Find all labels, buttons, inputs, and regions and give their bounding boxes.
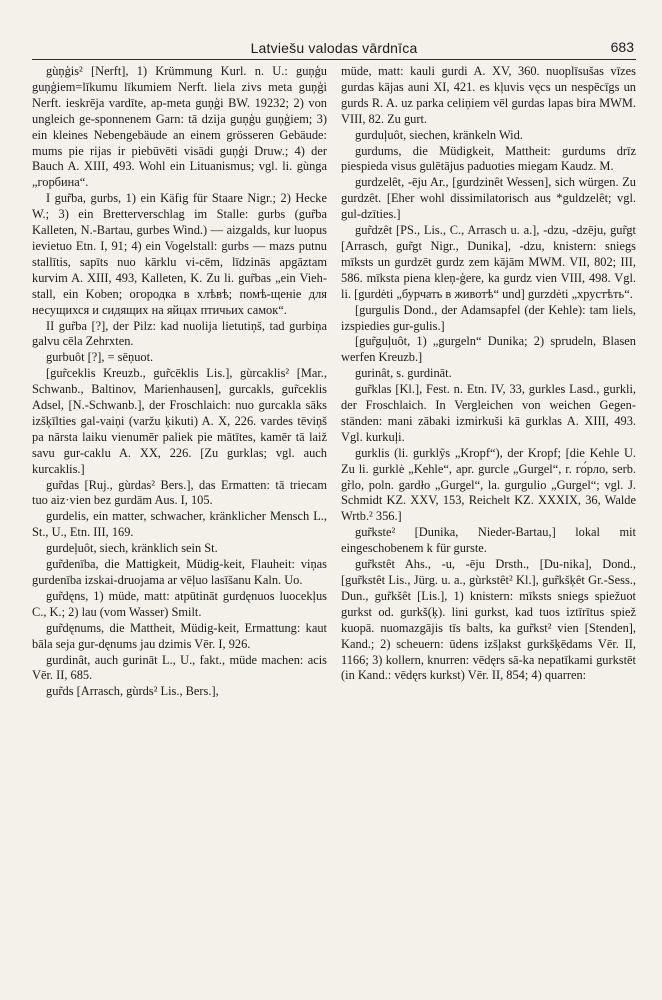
entry-gurduluot: gurduļuôt, siechen, kränkeln Wid. — [355, 127, 523, 142]
page-number: 683 — [610, 39, 634, 55]
entry-gurdas: gur̃das [Ruj., gùrdas² Bers.], das Ermatten: tā triecam tuo aiz·vien bez gurdām Aus. I, 105. — [32, 477, 327, 508]
entry-gurklis: gurklis (li. gurklỹs „Kropf“), der Kropf; [die Kehle U. Zu li. gurklė „Kehle“, apr. gurcle „Gurgel“, r. го́рло, serb. gr̀lo, poln. gardło „Gurgel“, la. gurgulio „Gurgel“; vgl. J. Schmidt KZ. XXV, 153, Reichelt KZ. XXXIX, 36, Walde Wrtb.² 356.] — [341, 445, 636, 524]
running-title: Latviešu valodas vārdnīca — [250, 40, 418, 56]
right-column — [341, 64, 636, 700]
entry-gurba-2: II gur̃ba [?], der Pilz: kad nuolija lietutiņš, tad gurbiņa galvu cēla Zehrxten. — [32, 318, 327, 349]
entry-gurbuot: gurbuôt [?], = sēņuot. — [46, 350, 154, 365]
header-rule — [32, 59, 636, 60]
entry-gurguluot: [gur̃guļuôt, 1) „gurgeln“ Dunika; 2) sprudeln, Blasen werfen Kreuzb.] — [341, 334, 636, 365]
entry-gurdeniba: gur̃denība, die Mattigkeit, Müdig-keit, Flauheit: viņas gurdenība izskai-druojama ar vēļuo lasīšanu Kaln. Uo. — [32, 557, 327, 587]
entry-gungis: gùņģis² [Nerft], 1) Krümmung Kurl. n. U.: guņģu guņģiem=līkumu līkumiem Nerft. liela zivs meta guņģi Nerft. ieskrēja vardīte, ap-meta guņģi BW. 19232; 2) von ungleich ge-sponnenem Garn: tā dzija guņģu guņģiem; 3) ein kleines Nebengebäude an einem grösseren Gebäude: mums pie rijas ir piebūvēti visādi guņģi Druw.; 4) der Bauch A. XIII, 493. Wohl ein Lituanismus; vgl. li. gùnga „горбина“. — [32, 64, 327, 190]
left-column — [32, 64, 327, 700]
two-column-body — [32, 64, 636, 700]
entry-gurceklis: [gur̃ceklis Kreuzb., gur̃cēklis Lis.], gùrcaklis² [Mar., Schwanb., Baltinov, Marienhausen], gurcakls, gur̃ceklis Adsel, [N.-Schwanb.], der Froschlaich: nuo gurcakla sāks izšķīlties gal-vaiņi (varžu ķikuti) A. X, 226. vardes tēviņš pa nārsta laiku vienumēr paliek pie mātītes, kamēr tā laiž savu gur-caklu A. XX, 226. [Zu gurklas; vgl. auch kurcaklis.] — [32, 366, 327, 476]
entry-gurdelis: gurdelis, ein matter, schwacher, kränklicher Mensch L., St., U., Etn. III, 169. — [32, 509, 327, 540]
entry-gurinat: gurinât, s. gurdināt. — [355, 366, 452, 381]
entry-gurdenums: gur̃dęnums, die Mattheit, Müdig-keit, Ermattung: kaut bāla seja gur-dęnums jau dzimis Vēr. I, 926. — [32, 620, 327, 651]
entry-gurds-continued: müde, matt: kauli gurdi A. XV, 360. nuoplīsušas vīzes gurdas kājas auni XI, 421. es kļuvis vęcs un nespēcīgs un gurds R. A. uz parka celiņiem vēl gurdas lapas bira MWM. VIII, 82. Zu gurt. — [341, 64, 636, 126]
running-head — [32, 0, 636, 56]
entry-gurdzet: gur̃dzêt [PS., Lis., C., Arrasch u. a.], -dzu, -dzēju, gur̃gt [Arrasch, gur̃gt Nigr., Dunika], -dzu, knistern: sniegs mīksts un gurdzēt gurdz zem kājām MWM. VII, 802; III, 586. mīksta piena kleņ-ģere, ka gurdz vien VIII, 498. Vgl. li. [gurdėti „бурчать в животѣ“ und] gurzdėti „хрустѣть“. — [341, 223, 636, 301]
entry-gurkstet: gur̃kstêt Ahs., -u, -ēju Drsth., [Du-nika], Dond., [gur̃kstêt Lis., Jürg. u. a., gùrkstêt² Kl.], gur̃kšķêt Gr.-Sess., Dun., gur̃kšêt [Lis.], 1) knistern: mīksts sniegs spiežuot gurkst od. gurkš(ķ). lini gurkst, kad tuos iztīrītus spiež kuopā. nuomazgājis tīs balts, ka gur̃kst² vien [Stenden], Kand.; 2) scheuern: ūdens izšļakst gurkšķēdams Vēr. II, 1166; 3) kollern, knurren: vēdęrs sā-ka nepatīkami gurkstēt (in Kand.: vēdęrs kurkst) Vēr. II, 854; 4) quarren: — [341, 557, 636, 683]
entry-gurdzelet: gurdzelêt, -ēju Ar., [gurdzinêt Wessen], sich würgen. Zu gurdzêt. [Eher wohl dissimilatorisch aus *guldzelêt; vgl. gul-dzīties.] — [341, 175, 636, 222]
entry-gurdens: gur̃dęns, 1) müde, matt: atpūtināt gurdęnuos luocekļus C., K.; 2) lau (vom Wasser) Smilt. — [32, 588, 327, 619]
entry-gurds: gur̃ds [Arrasch, gùrds² Lis., Bers.], — [46, 684, 219, 699]
entry-gurkste: gur̃kste² [Dunika, Nieder-Bartau,] lokal mit eingeschobenem k für gurste. — [341, 525, 636, 556]
entry-gurklas: gur̃klas [Kl.], Fest. n. Etn. IV, 33, gurkles Lasd., gurkli, der Froschlaich. In Vergleichen von weichen Gegen-ständen: mani zābaki izmirkuši kā gurklas A. XIII, 493. Vgl. kurkuļi. — [341, 382, 636, 444]
entry-gurgulis: [gurgulis Dond., der Adamsapfel (der Kehle): tam liels, izspiedies gur-gulis.] — [341, 302, 636, 333]
entry-gurdeluot: gurdeļuôt, siech, kränklich sein St. — [46, 541, 218, 556]
entry-gurdums: gurdums, die Müdigkeit, Mattheit: gurdums drīz piespieda visus gulētājus paduoties miegam Kaudz. M. — [341, 143, 636, 174]
entry-gurba-1: I gur̃ba, gurbs, 1) ein Käfig für Staare Nigr.; 2) Hecke W.; 3) ein Bretterverschlag im Stalle: gurbs (gur̃ba Kalleten, N.-Bartau, gurbes Wind.) — aizgalds, kur luopus ievietuo Etn. I, 91; 4) ein Vogelstall: gurbs — mazs putnu stallītis, sapīts nuo kārklu vi-cēm, līdzinās apgāztam kurvim A. XIII, 493, Kalleten, K. Zu li. gur̃bas „ein Vieh-stall, ein Koben; огородка в хлѣвѣ; помѣ-щеніе для несущихся и сидящих на яйцах птичьих самок“. — [32, 191, 327, 317]
entry-gurdinat: gurdinât, auch gurināt L., U., fakt., müde machen: acis Vēr. II, 685. — [32, 652, 327, 683]
